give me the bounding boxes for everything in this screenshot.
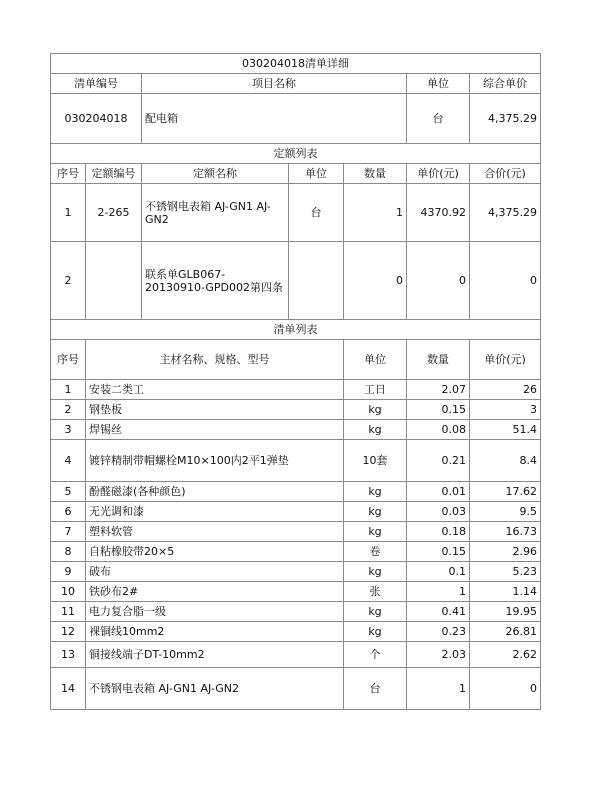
material-name: 钢垫板 bbox=[86, 400, 344, 420]
quota-qty: 0 bbox=[344, 242, 407, 320]
item-name: 配电箱 bbox=[142, 94, 407, 144]
material-unit: kg bbox=[344, 482, 407, 502]
quota-unit bbox=[289, 242, 344, 320]
material-row bbox=[51, 562, 541, 582]
material-price: 17.62 bbox=[470, 482, 541, 502]
material-row bbox=[51, 502, 541, 522]
material-price: 19.95 bbox=[470, 602, 541, 622]
material-qty: 2.03 bbox=[407, 642, 470, 668]
material-name: 电力复合脂一级 bbox=[86, 602, 344, 622]
materials-section-title: 清单列表 bbox=[51, 320, 541, 340]
material-name: 镀锌精制带帽螺栓M10×100内2平1弹垫 bbox=[86, 440, 344, 482]
item-price: 4,375.29 bbox=[470, 94, 541, 144]
row-number: 13 bbox=[51, 642, 86, 668]
material-name: 焊锡丝 bbox=[86, 420, 344, 440]
material-unit: kg bbox=[344, 400, 407, 420]
material-name: 裸铜线10mm2 bbox=[86, 622, 344, 642]
column-header: 序号 bbox=[51, 164, 86, 184]
item-unit: 台 bbox=[407, 94, 470, 144]
row-number: 8 bbox=[51, 542, 86, 562]
material-name: 不锈钢电表箱 AJ-GN1 AJ-GN2 bbox=[86, 668, 344, 710]
material-price: 5.23 bbox=[470, 562, 541, 582]
material-unit: kg bbox=[344, 602, 407, 622]
row-number: 14 bbox=[51, 668, 86, 710]
row-number: 2 bbox=[51, 400, 86, 420]
row-number: 1 bbox=[51, 184, 86, 242]
material-name: 破布 bbox=[86, 562, 344, 582]
material-price: 26 bbox=[470, 380, 541, 400]
column-header: 合价(元) bbox=[470, 164, 541, 184]
column-header: 定额编号 bbox=[86, 164, 142, 184]
document-title: 030204018清单详细 bbox=[51, 54, 541, 74]
material-unit: kg bbox=[344, 622, 407, 642]
material-row bbox=[51, 542, 541, 562]
name-header: 项目名称 bbox=[142, 74, 407, 94]
material-unit: 卷 bbox=[344, 542, 407, 562]
material-price: 1.14 bbox=[470, 582, 541, 602]
row-number: 2 bbox=[51, 242, 86, 320]
material-price: 8.4 bbox=[470, 440, 541, 482]
row-number: 11 bbox=[51, 602, 86, 622]
quota-qty: 1 bbox=[344, 184, 407, 242]
material-price: 2.62 bbox=[470, 642, 541, 668]
material-unit: kg bbox=[344, 522, 407, 542]
quota-price: 0 bbox=[407, 242, 470, 320]
material-price: 3 bbox=[470, 400, 541, 420]
material-name: 安装二类工 bbox=[86, 380, 344, 400]
material-row bbox=[51, 482, 541, 502]
quota-header-row bbox=[51, 164, 541, 184]
material-qty: 0.08 bbox=[407, 420, 470, 440]
material-name: 铁砂布2# bbox=[86, 582, 344, 602]
quota-code bbox=[86, 242, 142, 320]
material-row bbox=[51, 582, 541, 602]
quota-row bbox=[51, 184, 541, 242]
header-row bbox=[51, 74, 541, 94]
material-qty: 0.01 bbox=[407, 482, 470, 502]
material-qty: 0.18 bbox=[407, 522, 470, 542]
material-qty: 2.07 bbox=[407, 380, 470, 400]
material-price: 9.5 bbox=[470, 502, 541, 522]
quota-code: 2-265 bbox=[86, 184, 142, 242]
material-unit: 个 bbox=[344, 642, 407, 668]
material-unit: kg bbox=[344, 502, 407, 522]
column-header: 序号 bbox=[51, 340, 86, 380]
materials-body bbox=[51, 380, 541, 710]
material-unit: kg bbox=[344, 420, 407, 440]
row-number: 9 bbox=[51, 562, 86, 582]
material-price: 26.81 bbox=[470, 622, 541, 642]
material-unit: 台 bbox=[344, 668, 407, 710]
quota-unit: 台 bbox=[289, 184, 344, 242]
material-name: 自粘橡胶带20×5 bbox=[86, 542, 344, 562]
column-header: 单价(元) bbox=[470, 340, 541, 380]
material-name: 塑料软管 bbox=[86, 522, 344, 542]
material-row bbox=[51, 622, 541, 642]
material-qty: 1 bbox=[407, 668, 470, 710]
code-header: 清单编号 bbox=[51, 74, 142, 94]
column-header: 数量 bbox=[344, 164, 407, 184]
material-qty: 1 bbox=[407, 582, 470, 602]
quota-name: 联系单GLB067-20130910-GPD002第四条 bbox=[142, 242, 289, 320]
material-row bbox=[51, 642, 541, 668]
row-number: 12 bbox=[51, 622, 86, 642]
material-qty: 0.15 bbox=[407, 400, 470, 420]
material-unit: kg bbox=[344, 562, 407, 582]
material-row bbox=[51, 400, 541, 420]
material-row bbox=[51, 602, 541, 622]
material-qty: 0.21 bbox=[407, 440, 470, 482]
quota-total: 0 bbox=[470, 242, 541, 320]
material-unit: 10套 bbox=[344, 440, 407, 482]
row-number: 1 bbox=[51, 380, 86, 400]
column-header: 单位 bbox=[344, 340, 407, 380]
material-name: 铜接线端子DT-10mm2 bbox=[86, 642, 344, 668]
material-row bbox=[51, 668, 541, 710]
column-header: 单价(元) bbox=[407, 164, 470, 184]
material-price: 51.4 bbox=[470, 420, 541, 440]
unit-header: 单位 bbox=[407, 74, 470, 94]
item-row bbox=[51, 94, 541, 144]
materials-header-row bbox=[51, 340, 541, 380]
material-name: 酚醛磁漆(各种颜色) bbox=[86, 482, 344, 502]
item-code: 030204018 bbox=[51, 94, 142, 144]
material-qty: 0.03 bbox=[407, 502, 470, 522]
row-number: 3 bbox=[51, 420, 86, 440]
quota-section-title: 定额列表 bbox=[51, 144, 541, 164]
price-header: 综合单价 bbox=[470, 74, 541, 94]
quota-price: 4370.92 bbox=[407, 184, 470, 242]
row-number: 5 bbox=[51, 482, 86, 502]
material-row bbox=[51, 522, 541, 542]
material-name: 无光调和漆 bbox=[86, 502, 344, 522]
material-qty: 0.15 bbox=[407, 542, 470, 562]
material-row bbox=[51, 380, 541, 400]
material-price: 0 bbox=[470, 668, 541, 710]
bill-detail-document bbox=[50, 53, 540, 710]
bill-detail-table bbox=[50, 53, 541, 710]
material-qty: 0.1 bbox=[407, 562, 470, 582]
quota-total: 4,375.29 bbox=[470, 184, 541, 242]
column-header: 主材名称、规格、型号 bbox=[86, 340, 344, 380]
quota-row bbox=[51, 242, 541, 320]
material-row bbox=[51, 440, 541, 482]
row-number: 7 bbox=[51, 522, 86, 542]
row-number: 4 bbox=[51, 440, 86, 482]
column-header: 定额名称 bbox=[142, 164, 289, 184]
quota-name: 不锈钢电表箱 AJ-GN1 AJ-GN2 bbox=[142, 184, 289, 242]
material-qty: 0.23 bbox=[407, 622, 470, 642]
material-price: 16.73 bbox=[470, 522, 541, 542]
material-unit: 工日 bbox=[344, 380, 407, 400]
row-number: 6 bbox=[51, 502, 86, 522]
material-unit: 张 bbox=[344, 582, 407, 602]
material-row bbox=[51, 420, 541, 440]
row-number: 10 bbox=[51, 582, 86, 602]
material-qty: 0.41 bbox=[407, 602, 470, 622]
column-header: 单位 bbox=[289, 164, 344, 184]
column-header: 数量 bbox=[407, 340, 470, 380]
material-price: 2.96 bbox=[470, 542, 541, 562]
